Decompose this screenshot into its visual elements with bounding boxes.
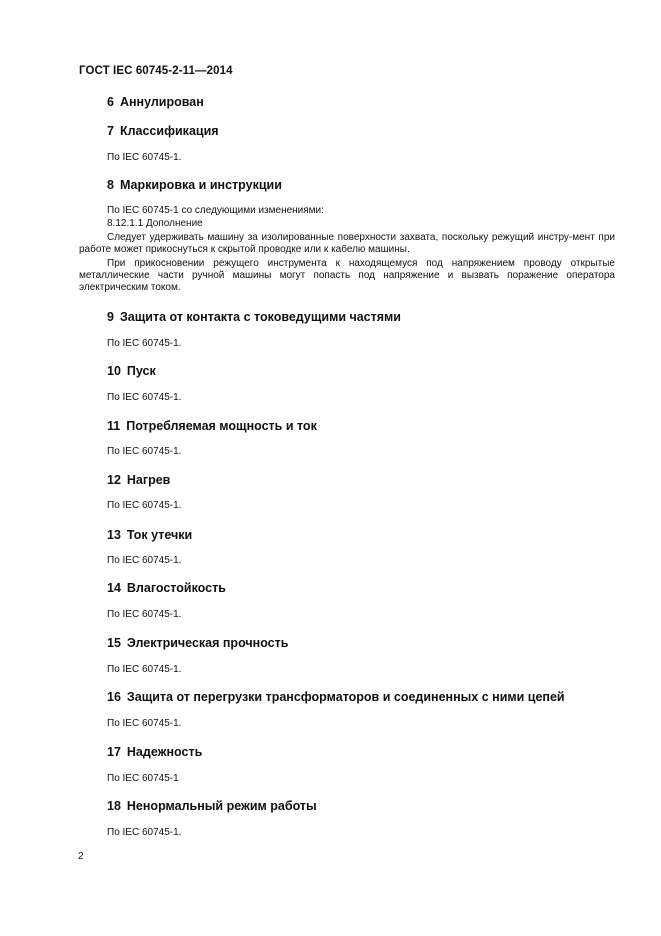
section-heading-10 [107, 364, 156, 378]
section-number: 10 [107, 364, 121, 378]
section-number: 15 [107, 636, 121, 650]
section-heading-13 [107, 528, 192, 542]
section8-intro: По IEC 60745-1 со следующими изменениями: [107, 205, 324, 216]
section-text-13: По IEC 60745-1. [107, 555, 182, 566]
section8-paragraph-1-text: Следует удерживать машину за изолированные поверхности захвата, поскольку режущий инстру-мент при работе может прикоснуться к скрытой проводке или к кабелю машины. [79, 232, 615, 255]
section-number: 6 [107, 95, 114, 109]
section-title: Потребляемая мощность и ток [126, 419, 317, 433]
section-number: 18 [107, 799, 121, 813]
section-number: 7 [107, 124, 114, 138]
section-heading-8 [107, 178, 282, 192]
section-text-11: По IEC 60745-1. [107, 446, 182, 457]
section-title: Ненормальный режим работы [126, 799, 317, 813]
section-text-18: По IEC 60745-1. [107, 827, 182, 838]
document-header: ГОСТ IEC 60745-2-11—2014 [79, 65, 233, 77]
section-title: Защита от контакта с токоведущими частями [119, 310, 401, 324]
section-number: 12 [107, 473, 121, 487]
section-text-7: По IEC 60745-1. [107, 152, 182, 163]
section-heading-11 [107, 419, 317, 433]
section-heading-7 [107, 124, 219, 138]
section-title: Классификация [119, 124, 219, 138]
section8-paragraph-1 [79, 232, 615, 256]
section8-clause: 8.12.1.1 Дополнение [107, 218, 203, 229]
section-heading-6 [107, 95, 204, 109]
section-title: Аннулирован [119, 95, 204, 109]
section-text-10: По IEC 60745-1. [107, 392, 182, 403]
section-text-9: По IEC 60745-1. [107, 338, 182, 349]
section-text-15: По IEC 60745-1. [107, 664, 182, 675]
section-text-16: По IEC 60745-1. [107, 718, 182, 729]
section-number: 8 [107, 178, 114, 192]
section-heading-9 [107, 310, 401, 324]
section-title: Влагостойкость [126, 581, 226, 595]
section8-paragraph-2 [79, 258, 615, 294]
section-number: 14 [107, 581, 121, 595]
section-title: Защита от перегрузки трансформаторов и соединенных с ними цепей [126, 690, 565, 704]
section-heading-14 [107, 581, 226, 595]
section-number: 16 [107, 690, 121, 704]
section-title: Надежность [126, 745, 203, 759]
section-heading-16 [107, 690, 565, 704]
section-number: 11 [107, 419, 121, 433]
section-title: Нагрев [126, 473, 171, 487]
section8-paragraph-2-text: При прикосновении режущего инструмента к находящемуся под напряжением проводу открытые металлические части ручной машины могут попасть под напряжение и вызвать поражение оператора электрическим током. [79, 258, 615, 293]
section-heading-17 [107, 745, 202, 759]
section-number: 13 [107, 528, 121, 542]
section-title: Ток утечки [126, 528, 193, 542]
section-number: 9 [107, 310, 114, 324]
section-text-14: По IEC 60745-1. [107, 609, 182, 620]
section-number: 17 [107, 745, 121, 759]
section-heading-12 [107, 473, 170, 487]
section-title: Пуск [126, 364, 156, 378]
page-number: 2 [78, 851, 84, 862]
section-title: Электрическая прочность [126, 636, 289, 650]
section-text-12: По IEC 60745-1. [107, 500, 182, 511]
section-heading-18 [107, 799, 317, 813]
section-text-17: По IEC 60745-1 [107, 773, 179, 784]
section-heading-15 [107, 636, 288, 650]
section-title: Маркировка и инструкции [119, 178, 282, 192]
